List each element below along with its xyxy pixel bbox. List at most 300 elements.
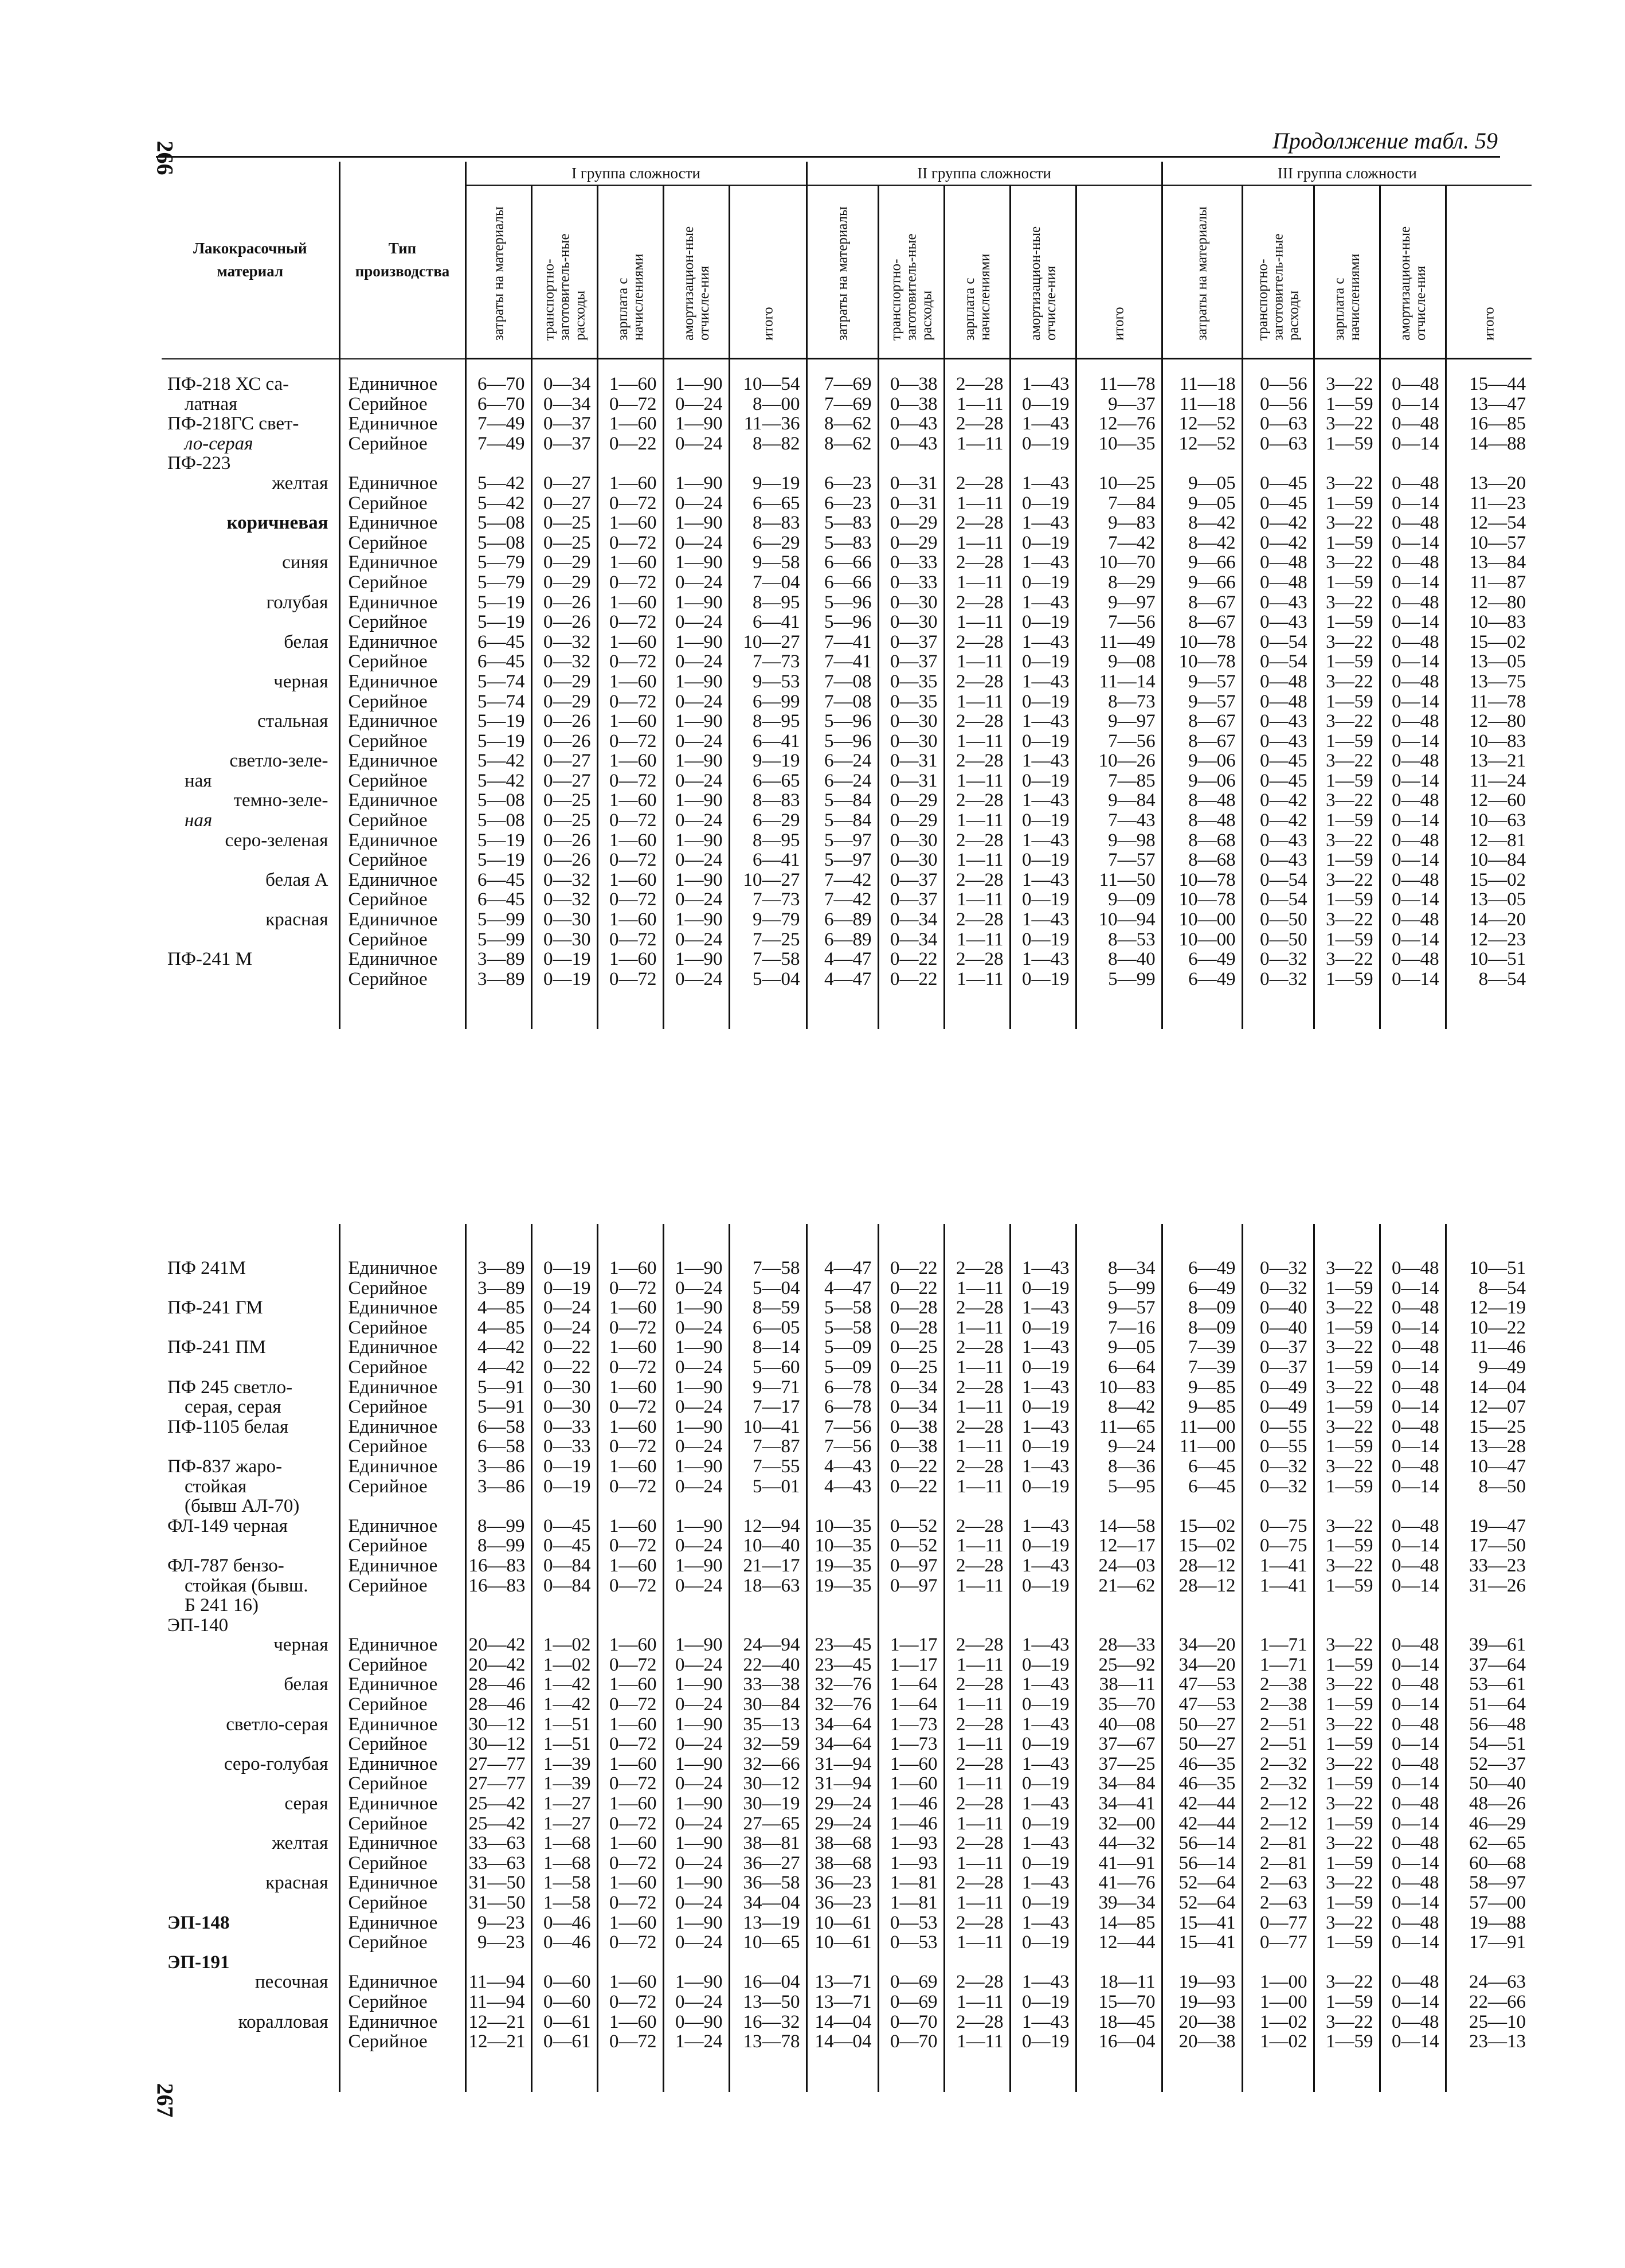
value-cell: 0—14 bbox=[1380, 533, 1446, 553]
value-cell: 6—66 bbox=[806, 573, 878, 593]
value-cell: 7—08 bbox=[806, 692, 878, 712]
value-cell: 58—97 bbox=[1446, 1873, 1532, 1893]
value-cell bbox=[531, 453, 597, 474]
value-cell: 2—28 bbox=[944, 1378, 1010, 1398]
spacer-cell bbox=[1446, 1224, 1532, 1258]
table-row bbox=[162, 930, 1532, 950]
value-cell: 12—23 bbox=[1446, 930, 1532, 950]
value-cell: 0—48 bbox=[1380, 949, 1446, 969]
production-type-cell: Единичное bbox=[339, 1913, 465, 1933]
value-cell: 0—19 bbox=[1010, 1655, 1076, 1675]
production-type-cell: Единичное bbox=[339, 751, 465, 771]
value-cell: 1—43 bbox=[1010, 1635, 1076, 1655]
production-type-cell: Серийное bbox=[339, 1893, 465, 1913]
value-cell: 0—14 bbox=[1380, 1933, 1446, 1953]
value-cell: 11—50 bbox=[1076, 870, 1162, 890]
material-cell: коричневая bbox=[226, 513, 328, 533]
value-cell: 16—83 bbox=[465, 1576, 531, 1596]
value-cell: 0—32 bbox=[531, 890, 597, 910]
value-cell: 5—99 bbox=[1076, 969, 1162, 990]
table-row bbox=[162, 632, 1532, 652]
value-cell: 0—48 bbox=[1380, 1675, 1446, 1695]
value-cell: 0—60 bbox=[531, 1992, 597, 2012]
value-cell: 1—59 bbox=[1314, 890, 1380, 910]
production-type-cell: Серийное bbox=[339, 1318, 465, 1338]
value-cell: 0—43 bbox=[1242, 711, 1314, 732]
value-cell: 9—23 bbox=[465, 1913, 531, 1933]
value-cell: 10—26 bbox=[1076, 751, 1162, 771]
value-cell: 0—30 bbox=[531, 930, 597, 950]
tail-cell bbox=[531, 2052, 597, 2092]
value-cell: 9—79 bbox=[729, 910, 806, 930]
value-cell bbox=[729, 1616, 806, 1636]
value-cell: 14—20 bbox=[1446, 910, 1532, 930]
page-number-bottom: 267 bbox=[152, 2083, 178, 2118]
value-cell: 0—14 bbox=[1380, 771, 1446, 791]
production-type-cell: Серийное bbox=[339, 1774, 465, 1794]
column-header-label: итого bbox=[1481, 307, 1497, 341]
value-cell: 0—19 bbox=[1010, 969, 1076, 990]
value-cell bbox=[1076, 1496, 1162, 1516]
value-cell bbox=[1076, 453, 1162, 474]
value-cell: 8—95 bbox=[729, 831, 806, 851]
value-cell: 0—19 bbox=[1010, 1318, 1076, 1338]
value-cell: 0—22 bbox=[878, 1278, 944, 1299]
material-cell: светло-зеле- bbox=[229, 751, 328, 771]
value-cell: 1—59 bbox=[1314, 1814, 1380, 1834]
value-cell: 52—64 bbox=[1162, 1873, 1242, 1893]
value-cell bbox=[1076, 1953, 1162, 1973]
value-cell: 10—65 bbox=[729, 1933, 806, 1953]
value-cell: 6—58 bbox=[465, 1437, 531, 1457]
value-cell: 1—43 bbox=[1010, 359, 1076, 394]
value-cell bbox=[1162, 1953, 1242, 1973]
value-cell bbox=[1242, 1616, 1314, 1636]
value-cell bbox=[531, 1596, 597, 1616]
value-cell: 0—61 bbox=[531, 2012, 597, 2032]
value-cell: 1—11 bbox=[944, 434, 1010, 454]
value-cell: 44—32 bbox=[1076, 1833, 1162, 1853]
value-cell: 0—30 bbox=[531, 910, 597, 930]
value-cell: 9—97 bbox=[1076, 593, 1162, 613]
value-cell: 1—11 bbox=[944, 1734, 1010, 1754]
value-cell: 0—19 bbox=[531, 1258, 597, 1278]
value-cell: 9—57 bbox=[1162, 672, 1242, 692]
value-cell: 56—14 bbox=[1162, 1853, 1242, 1874]
value-cell: 6—41 bbox=[729, 732, 806, 752]
value-cell: 1—59 bbox=[1314, 533, 1380, 553]
value-cell: 7—56 bbox=[1076, 732, 1162, 752]
value-cell: 1—11 bbox=[944, 2032, 1010, 2052]
value-cell: 51—64 bbox=[1446, 1695, 1532, 1715]
value-cell: 11—94 bbox=[465, 1992, 531, 2012]
value-cell: 15—41 bbox=[1162, 1913, 1242, 1933]
value-cell: 0—38 bbox=[878, 394, 944, 415]
production-type-cell: Серийное bbox=[339, 1358, 465, 1378]
value-cell: 0—24 bbox=[663, 1992, 729, 2012]
table-row bbox=[162, 949, 1532, 969]
value-cell: 2—28 bbox=[944, 1338, 1010, 1358]
value-cell: 12—19 bbox=[1446, 1298, 1532, 1318]
value-cell: 0—19 bbox=[1010, 652, 1076, 672]
value-cell: 2—12 bbox=[1242, 1814, 1314, 1834]
value-cell: 9—53 bbox=[729, 672, 806, 692]
tail-cell bbox=[1076, 2052, 1162, 2092]
value-cell: 13—28 bbox=[1446, 1437, 1532, 1457]
value-cell: 37—67 bbox=[1076, 1734, 1162, 1754]
table-row bbox=[162, 1715, 1532, 1735]
value-cell: 0—72 bbox=[597, 1893, 663, 1913]
value-cell: 34—64 bbox=[806, 1734, 878, 1754]
table-row bbox=[162, 1596, 1532, 1616]
value-cell: 37—64 bbox=[1446, 1655, 1532, 1675]
value-cell: 3—22 bbox=[1314, 2012, 1380, 2032]
value-cell: 8—59 bbox=[729, 1298, 806, 1318]
value-cell bbox=[878, 1953, 944, 1973]
value-cell: 5—42 bbox=[465, 494, 531, 514]
table-tail bbox=[162, 989, 1532, 1029]
value-cell: 1—11 bbox=[944, 771, 1010, 791]
value-cell: 1—60 bbox=[597, 1972, 663, 1992]
value-cell: 0—24 bbox=[663, 692, 729, 712]
value-cell: 2—28 bbox=[944, 1516, 1010, 1536]
value-cell: 0—45 bbox=[1242, 474, 1314, 494]
value-cell: 2—81 bbox=[1242, 1853, 1314, 1874]
value-cell: 4—42 bbox=[465, 1338, 531, 1358]
value-cell: 0—14 bbox=[1380, 394, 1446, 415]
value-cell: 1—60 bbox=[597, 632, 663, 652]
value-cell: 5—19 bbox=[465, 850, 531, 870]
value-cell: 1—59 bbox=[1314, 969, 1380, 990]
value-cell: 1—68 bbox=[531, 1853, 597, 1874]
value-cell: 0—34 bbox=[878, 910, 944, 930]
value-cell: 5—99 bbox=[465, 930, 531, 950]
value-cell: 2—28 bbox=[944, 910, 1010, 930]
value-cell: 10—00 bbox=[1162, 910, 1242, 930]
value-cell: 0—72 bbox=[597, 771, 663, 791]
tail-cell bbox=[465, 989, 531, 1029]
value-cell: 12—60 bbox=[1446, 791, 1532, 811]
value-cell: 7—55 bbox=[729, 1457, 806, 1477]
value-cell: 1—43 bbox=[1010, 831, 1076, 851]
value-cell: 1—17 bbox=[878, 1655, 944, 1675]
value-cell bbox=[806, 1953, 878, 1973]
value-cell: 9—19 bbox=[729, 474, 806, 494]
value-cell: 9—08 bbox=[1076, 652, 1162, 672]
value-cell: 8—67 bbox=[1162, 732, 1242, 752]
value-cell: 8—54 bbox=[1446, 969, 1532, 990]
table-row bbox=[162, 1417, 1532, 1437]
value-cell: 3—22 bbox=[1314, 1675, 1380, 1695]
table-row bbox=[162, 1378, 1532, 1398]
value-cell: 3—86 bbox=[465, 1477, 531, 1497]
value-cell: 18—45 bbox=[1076, 2012, 1162, 2032]
value-cell bbox=[1076, 1616, 1162, 1636]
material-cell: желтая bbox=[272, 473, 328, 494]
value-cell: 9—49 bbox=[1446, 1358, 1532, 1378]
value-cell: 0—19 bbox=[1010, 850, 1076, 870]
value-cell: 0—19 bbox=[1010, 890, 1076, 910]
value-cell: 11—36 bbox=[729, 414, 806, 434]
column-header-g2-c1 bbox=[806, 185, 878, 359]
value-cell: 1—43 bbox=[1010, 1457, 1076, 1477]
value-cell: 6—45 bbox=[1162, 1457, 1242, 1477]
value-cell: 2—28 bbox=[944, 1754, 1010, 1774]
value-cell: 1—59 bbox=[1314, 1933, 1380, 1953]
material-cell: темно-зеле- bbox=[233, 791, 328, 811]
value-cell: 0—72 bbox=[597, 533, 663, 553]
value-cell: 0—22 bbox=[878, 1258, 944, 1278]
production-type-cell: Единичное bbox=[339, 1338, 465, 1358]
value-cell: 4—85 bbox=[465, 1318, 531, 1338]
value-cell: 0—84 bbox=[531, 1576, 597, 1596]
value-cell: 0—72 bbox=[597, 1278, 663, 1299]
value-cell: 20—38 bbox=[1162, 2012, 1242, 2032]
value-cell: 54—51 bbox=[1446, 1734, 1532, 1754]
value-cell: 50—27 bbox=[1162, 1715, 1242, 1735]
value-cell: 0—38 bbox=[878, 1437, 944, 1457]
value-cell: 6—89 bbox=[806, 910, 878, 930]
table-row bbox=[162, 1338, 1532, 1358]
value-cell: 13—71 bbox=[806, 1992, 878, 2012]
value-cell: 2—12 bbox=[1242, 1794, 1314, 1814]
value-cell: 7—42 bbox=[1076, 533, 1162, 553]
material-cell: песочная bbox=[254, 1972, 328, 1992]
value-cell: 0—32 bbox=[1242, 1477, 1314, 1497]
value-cell bbox=[1162, 1616, 1242, 1636]
value-cell: 8—83 bbox=[729, 513, 806, 533]
value-cell: 0—24 bbox=[663, 1358, 729, 1378]
value-cell: 0—42 bbox=[1242, 513, 1314, 533]
value-cell: 0—33 bbox=[531, 1437, 597, 1457]
value-cell: 0—30 bbox=[531, 1397, 597, 1417]
table-row bbox=[162, 672, 1532, 692]
value-cell: 0—19 bbox=[1010, 811, 1076, 831]
value-cell: 0—14 bbox=[1380, 1695, 1446, 1715]
value-cell: 5—84 bbox=[806, 811, 878, 831]
production-type-cell: Единичное bbox=[339, 949, 465, 969]
value-cell: 0—48 bbox=[1380, 1516, 1446, 1536]
value-cell bbox=[531, 1616, 597, 1636]
value-cell: 2—28 bbox=[944, 1833, 1010, 1853]
value-cell: 36—23 bbox=[806, 1873, 878, 1893]
value-cell: 0—72 bbox=[597, 1318, 663, 1338]
value-cell: 5—95 bbox=[1076, 1477, 1162, 1497]
value-cell: 0—34 bbox=[878, 1378, 944, 1398]
table-row bbox=[162, 1616, 1532, 1636]
spacer-cell bbox=[1314, 1224, 1380, 1258]
value-cell: 19—93 bbox=[1162, 1992, 1242, 2012]
material-cell: ЭП-140 bbox=[167, 1615, 229, 1636]
value-cell: 2—28 bbox=[944, 791, 1010, 811]
material-cell bbox=[162, 890, 339, 910]
production-type-cell bbox=[339, 1596, 465, 1616]
value-cell: 2—28 bbox=[944, 1715, 1010, 1735]
value-cell: 0—24 bbox=[663, 612, 729, 632]
value-cell: 0—14 bbox=[1380, 930, 1446, 950]
tail-cell bbox=[1010, 2052, 1076, 2092]
value-cell: 30—12 bbox=[465, 1715, 531, 1735]
value-cell: 28—46 bbox=[465, 1695, 531, 1715]
material-cell bbox=[162, 1437, 339, 1457]
value-cell: 0—26 bbox=[531, 711, 597, 732]
material-cell bbox=[162, 533, 339, 553]
value-cell: 6—78 bbox=[806, 1378, 878, 1398]
tail-cell bbox=[1380, 2052, 1446, 2092]
production-type-cell: Единичное bbox=[339, 1873, 465, 1893]
value-cell bbox=[1242, 1496, 1314, 1516]
value-cell: 0—48 bbox=[1380, 1635, 1446, 1655]
value-cell bbox=[944, 1953, 1010, 1973]
value-cell: 11—87 bbox=[1446, 573, 1532, 593]
value-cell: 4—47 bbox=[806, 1258, 878, 1278]
value-cell: 1—51 bbox=[531, 1734, 597, 1754]
value-cell: 13—05 bbox=[1446, 890, 1532, 910]
production-type-cell: Серийное bbox=[339, 1933, 465, 1953]
value-cell: 0—48 bbox=[1380, 1754, 1446, 1774]
value-cell: 3—22 bbox=[1314, 1972, 1380, 1992]
column-header-g2-c2 bbox=[878, 185, 944, 359]
tail-cell bbox=[663, 989, 729, 1029]
value-cell: 0—24 bbox=[663, 969, 729, 990]
production-type-cell: Серийное bbox=[339, 1437, 465, 1457]
production-type-cell: Серийное bbox=[339, 533, 465, 553]
value-cell: 0—48 bbox=[1380, 1913, 1446, 1933]
value-cell: 7—69 bbox=[806, 394, 878, 415]
value-cell: 0—34 bbox=[531, 394, 597, 415]
value-cell: 1—90 bbox=[663, 1338, 729, 1358]
value-cell: 0—32 bbox=[1242, 949, 1314, 969]
production-type-cell bbox=[339, 1496, 465, 1516]
production-type-cell: Серийное bbox=[339, 1655, 465, 1675]
column-header-g2-c5 bbox=[1076, 185, 1162, 359]
tail-cell bbox=[1446, 989, 1532, 1029]
value-cell: 1—02 bbox=[531, 1635, 597, 1655]
table-row bbox=[162, 1774, 1532, 1794]
value-cell bbox=[729, 1596, 806, 1616]
value-cell: 42—44 bbox=[1162, 1794, 1242, 1814]
value-cell: 10—94 bbox=[1076, 910, 1162, 930]
value-cell: 9—98 bbox=[1076, 831, 1162, 851]
value-cell: 0—61 bbox=[531, 2032, 597, 2052]
value-cell: 0—24 bbox=[663, 930, 729, 950]
value-cell: 1—11 bbox=[944, 969, 1010, 990]
material-cell: ПФ-218 ХС са- bbox=[167, 373, 289, 394]
value-cell: 41—91 bbox=[1076, 1853, 1162, 1874]
value-cell: 56—14 bbox=[1162, 1833, 1242, 1853]
value-cell: 1—60 bbox=[597, 1754, 663, 1774]
value-cell: 0—45 bbox=[531, 1536, 597, 1556]
value-cell: 0—38 bbox=[878, 359, 944, 394]
value-cell: 1—41 bbox=[1242, 1556, 1314, 1576]
value-cell: 0—29 bbox=[878, 791, 944, 811]
value-cell: 1—11 bbox=[944, 692, 1010, 712]
material-cell bbox=[162, 969, 339, 990]
value-cell: 10—78 bbox=[1162, 890, 1242, 910]
value-cell: 0—34 bbox=[878, 930, 944, 950]
table-row bbox=[162, 1953, 1532, 1973]
production-type-cell: Серийное bbox=[339, 969, 465, 990]
value-cell: 8—50 bbox=[1446, 1477, 1532, 1497]
production-type-cell: Единичное bbox=[339, 632, 465, 652]
production-type-cell: Единичное bbox=[339, 1635, 465, 1655]
value-cell: 1—11 bbox=[944, 811, 1010, 831]
value-cell: 6—70 bbox=[465, 359, 531, 394]
value-cell: 0—14 bbox=[1380, 1318, 1446, 1338]
production-type-cell: Единичное bbox=[339, 910, 465, 930]
value-cell bbox=[663, 453, 729, 474]
table-row bbox=[162, 1516, 1532, 1536]
value-cell: 1—90 bbox=[663, 1457, 729, 1477]
value-cell: 7—42 bbox=[806, 870, 878, 890]
value-cell: 1—11 bbox=[944, 1655, 1010, 1675]
value-cell: 56—48 bbox=[1446, 1715, 1532, 1735]
value-cell: 0—19 bbox=[531, 969, 597, 990]
value-cell: 1—90 bbox=[663, 1516, 729, 1536]
value-cell: 12—17 bbox=[1076, 1536, 1162, 1556]
table-row bbox=[162, 1893, 1532, 1913]
column-header-label: амортизацион-ные отчисле-ния bbox=[1027, 226, 1059, 341]
value-cell: 8—42 bbox=[1162, 513, 1242, 533]
value-cell: 0—29 bbox=[878, 513, 944, 533]
value-cell: 3—89 bbox=[465, 1258, 531, 1278]
value-cell: 0—48 bbox=[1380, 513, 1446, 533]
value-cell bbox=[663, 1953, 729, 1973]
value-cell: 9—83 bbox=[1076, 513, 1162, 533]
value-cell: 15—44 bbox=[1446, 359, 1532, 394]
value-cell bbox=[729, 1496, 806, 1516]
value-cell: 0—14 bbox=[1380, 1278, 1446, 1299]
value-cell bbox=[1076, 1596, 1162, 1616]
value-cell: 1—90 bbox=[663, 1675, 729, 1695]
value-cell bbox=[878, 1496, 944, 1516]
value-cell: 0—54 bbox=[1242, 890, 1314, 910]
value-cell: 0—29 bbox=[531, 553, 597, 573]
column-header-g1-c1 bbox=[465, 185, 531, 359]
value-cell: 9—19 bbox=[729, 751, 806, 771]
value-cell: 8—14 bbox=[729, 1338, 806, 1358]
value-cell: 0—48 bbox=[1380, 1298, 1446, 1318]
value-cell: 2—28 bbox=[944, 1556, 1010, 1576]
value-cell: 1—11 bbox=[944, 533, 1010, 553]
value-cell: 0—72 bbox=[597, 1358, 663, 1378]
value-cell: 12—94 bbox=[729, 1516, 806, 1536]
production-type-cell: Серийное bbox=[339, 434, 465, 454]
value-cell: 0—72 bbox=[597, 1992, 663, 2012]
value-cell: 0—14 bbox=[1380, 1893, 1446, 1913]
column-header-g1-c3 bbox=[597, 185, 663, 359]
value-cell: 1—90 bbox=[663, 359, 729, 394]
value-cell: 10—00 bbox=[1162, 930, 1242, 950]
value-cell: 0—19 bbox=[1010, 1893, 1076, 1913]
value-cell: 3—22 bbox=[1314, 359, 1380, 394]
value-cell: 7—73 bbox=[729, 890, 806, 910]
value-cell: 1—59 bbox=[1314, 1576, 1380, 1596]
value-cell: 1—90 bbox=[663, 831, 729, 851]
value-cell bbox=[944, 1596, 1010, 1616]
value-cell: 0—19 bbox=[1010, 1695, 1076, 1715]
value-cell bbox=[1242, 453, 1314, 474]
value-cell: 1—11 bbox=[944, 890, 1010, 910]
value-cell: 15—02 bbox=[1446, 632, 1532, 652]
value-cell: 8—42 bbox=[1162, 533, 1242, 553]
value-cell: 3—22 bbox=[1314, 870, 1380, 890]
value-cell: 1—60 bbox=[597, 1675, 663, 1695]
value-cell: 0—19 bbox=[1010, 1992, 1076, 2012]
table-row bbox=[162, 831, 1532, 851]
value-cell: 36—58 bbox=[729, 1873, 806, 1893]
value-cell: 21—62 bbox=[1076, 1576, 1162, 1596]
